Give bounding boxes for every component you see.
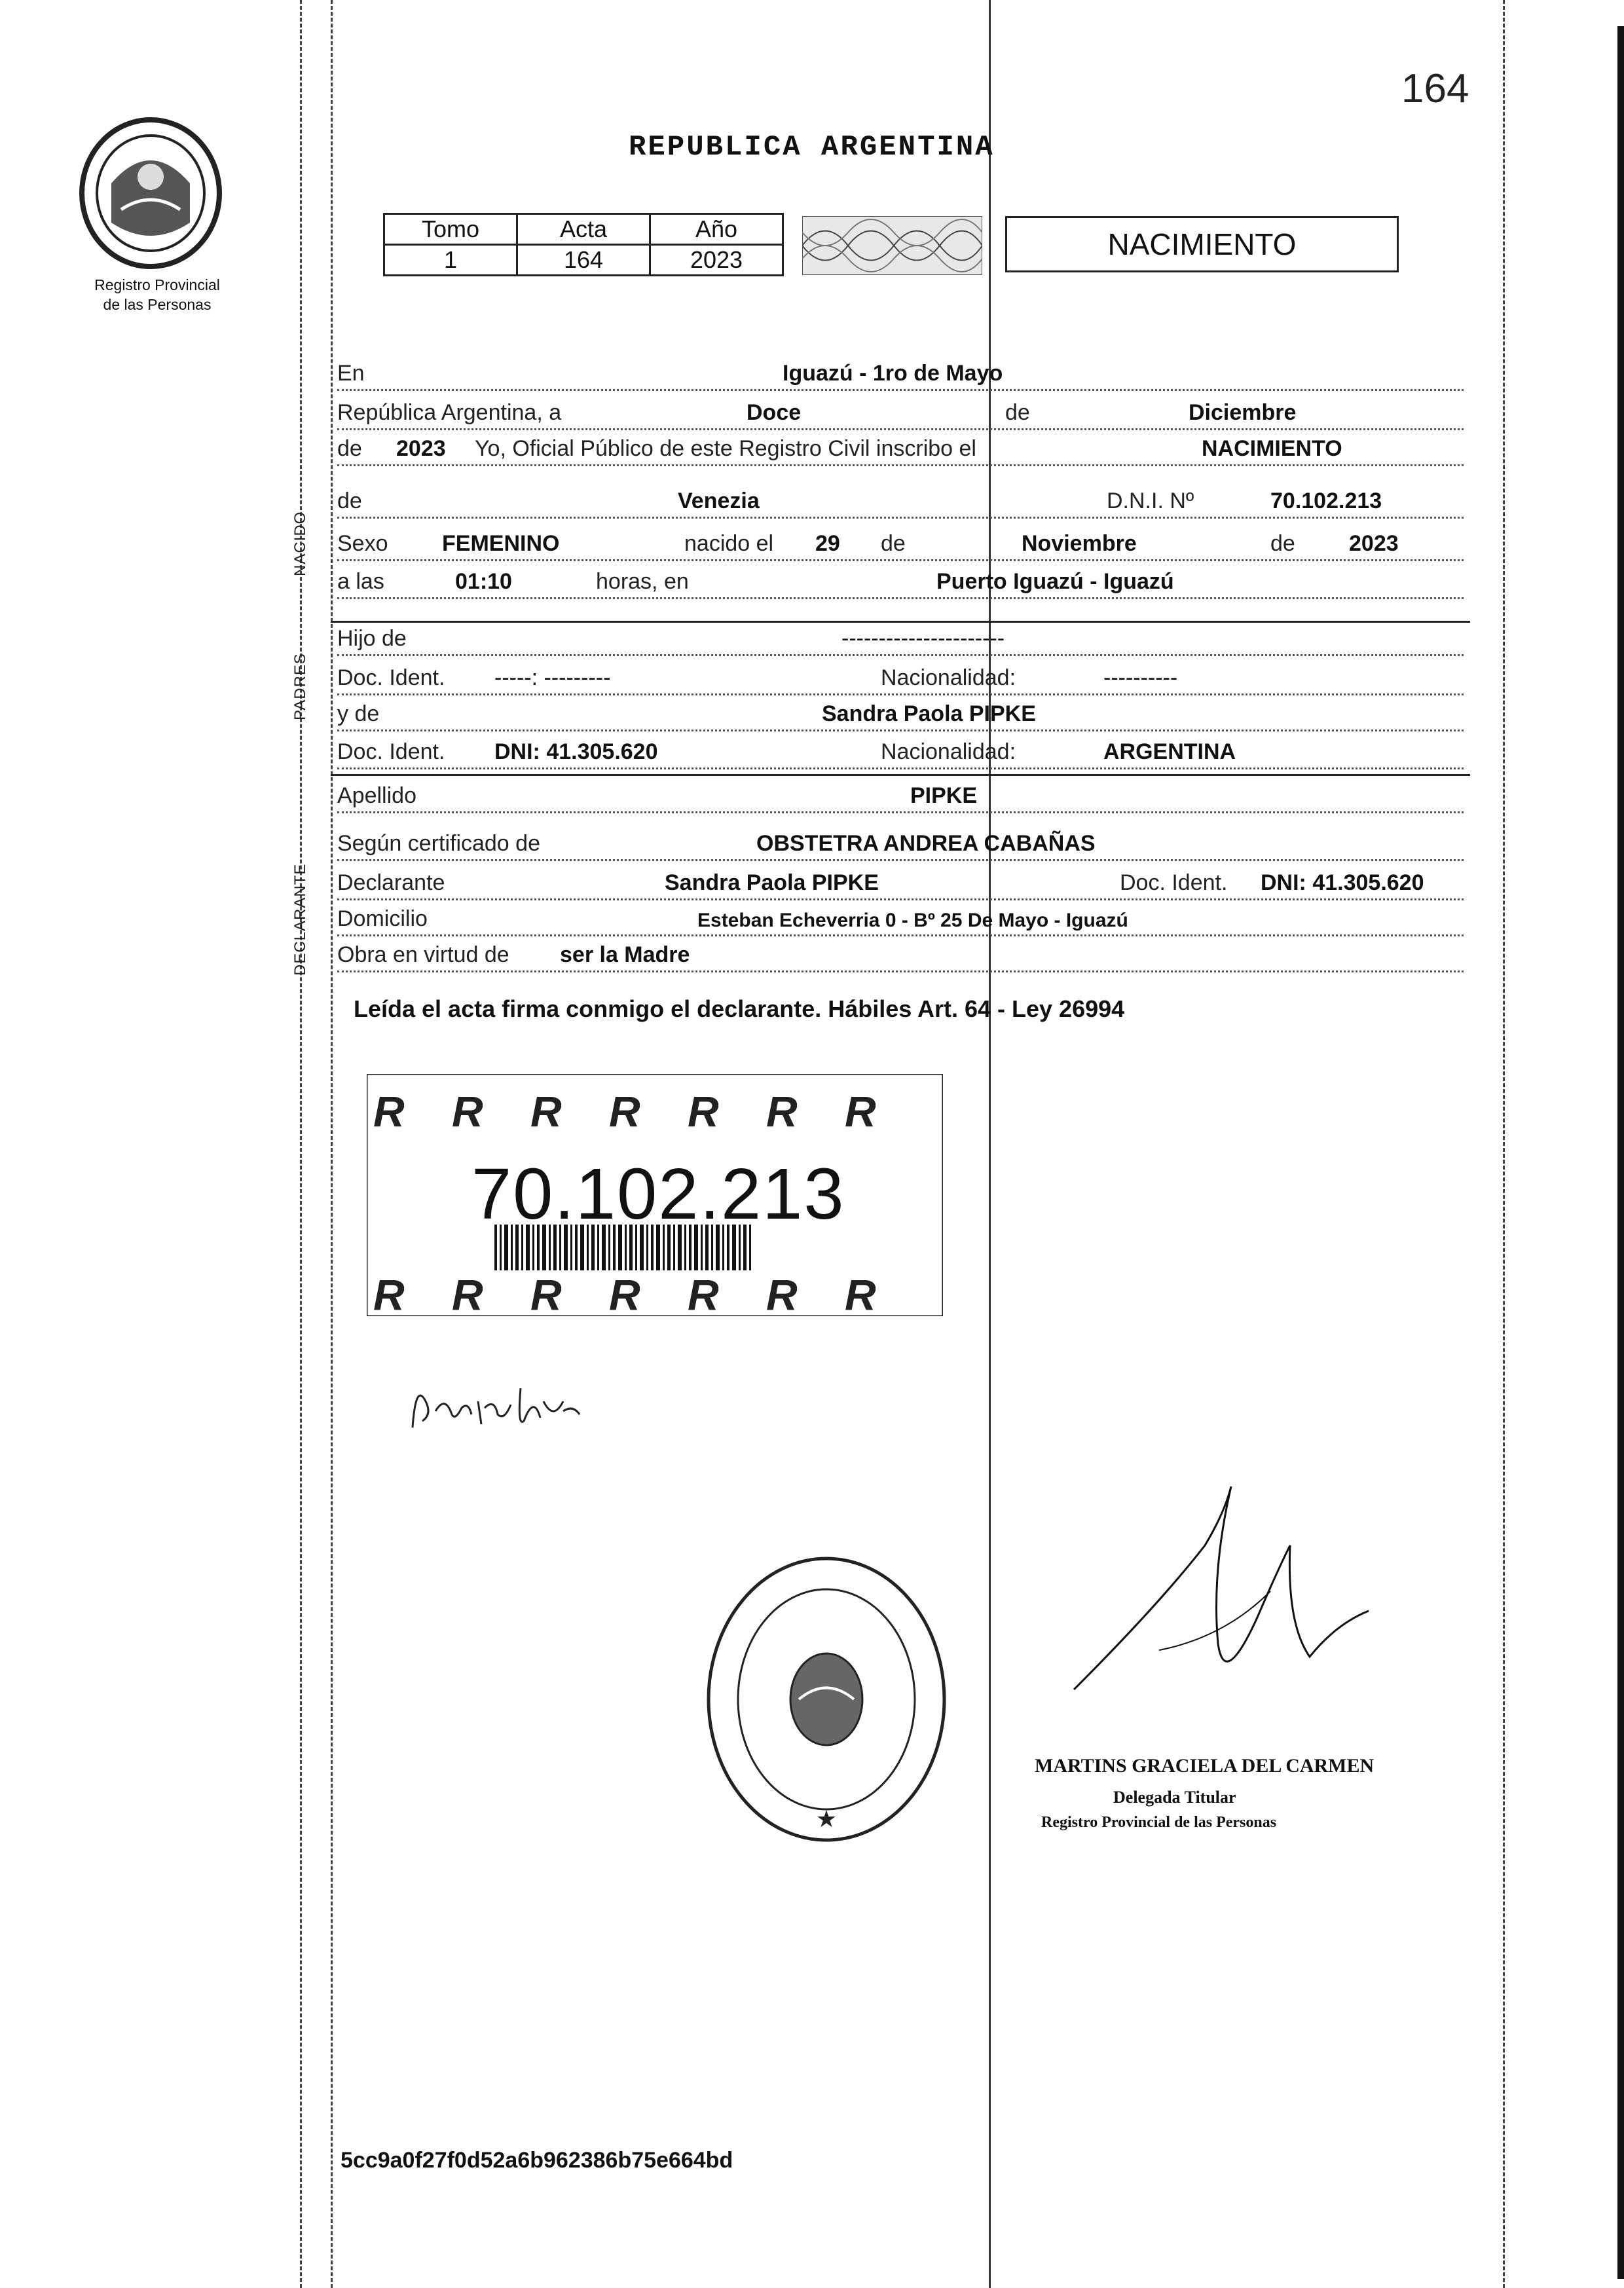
row-en bbox=[337, 354, 1464, 391]
hijo-label: Hijo de bbox=[337, 626, 407, 651]
nacionalidad-value-father: ---------- bbox=[1103, 665, 1178, 690]
row-declarante bbox=[337, 863, 1464, 900]
sexo-value: FEMENINO bbox=[442, 531, 560, 556]
birth-place: Puerto Iguazú - Iguazú bbox=[936, 569, 1174, 594]
page-number: 164 bbox=[1401, 66, 1469, 111]
svg-text:R: R bbox=[373, 1270, 405, 1316]
center-fold-line bbox=[989, 0, 991, 2288]
nacionalidad-label: Nacionalidad: bbox=[881, 665, 1016, 690]
side-label-declarante: DECLARANTE bbox=[291, 863, 309, 976]
parent-handwritten-signature bbox=[406, 1375, 589, 1441]
registro-caption bbox=[59, 275, 255, 314]
doc-ident-value-father: -----: --------- bbox=[494, 665, 611, 690]
declarante-dni: DNI: 41.305.620 bbox=[1261, 870, 1424, 895]
row-fecha bbox=[337, 393, 1464, 430]
hijo-value: ---------------------- bbox=[841, 626, 1005, 651]
obra-value: ser la Madre bbox=[560, 942, 690, 967]
registro-caption-line1: Registro Provincial bbox=[94, 276, 220, 293]
row-domicilio bbox=[337, 899, 1464, 936]
mother-dni: DNI: 41.305.620 bbox=[494, 739, 658, 764]
segun-value: OBSTETRA ANDREA CABAÑAS bbox=[756, 831, 1096, 856]
document-title: REPUBLICA ARGENTINA bbox=[629, 131, 995, 164]
svg-text:R: R bbox=[452, 1270, 483, 1316]
registro-caption-line2: de las Personas bbox=[103, 296, 212, 313]
svg-text:R: R bbox=[609, 1270, 640, 1316]
svg-text:R: R bbox=[530, 1270, 562, 1316]
scan-edge bbox=[1617, 26, 1624, 2279]
tomo-acta-ano-table bbox=[383, 213, 784, 276]
birth-month: Noviembre bbox=[1022, 531, 1137, 556]
yde-label: y de bbox=[337, 701, 380, 726]
side-label-nacido: NACIDO bbox=[291, 511, 309, 576]
segun-label: Según certificado de bbox=[337, 831, 540, 856]
tomo-value: 1 bbox=[384, 245, 517, 276]
apellido-label: Apellido bbox=[337, 783, 416, 808]
barcode-dni-number: 70.102.213 bbox=[471, 1154, 845, 1234]
official-name: MARTINS GRACIELA DEL CARMEN bbox=[1035, 1755, 1375, 1777]
document-hash: 5cc9a0f27f0d52a6b962386b75e664bd bbox=[341, 2148, 733, 2173]
side-label-padres: PADRES bbox=[291, 653, 309, 720]
nacido-label: nacido el bbox=[684, 531, 774, 556]
row-segun bbox=[337, 824, 1464, 861]
row-nombre bbox=[337, 481, 1464, 519]
oficial-text: Yo, Oficial Público de este Registro Civil inscribo el bbox=[475, 436, 976, 461]
row-apellido bbox=[337, 776, 1464, 813]
document-type-box: NACIMIENTO bbox=[1005, 216, 1399, 272]
row-doc-madre bbox=[337, 732, 1464, 769]
row-obra bbox=[337, 935, 1464, 972]
name-value: Venezia bbox=[678, 489, 760, 513]
dni-value: 70.102.213 bbox=[1270, 489, 1382, 513]
nacionalidad-label-2: Nacionalidad: bbox=[881, 739, 1016, 764]
svg-text:R: R bbox=[373, 1087, 405, 1135]
declarante-value: Sandra Paola PIPKE bbox=[665, 870, 879, 895]
tomo-header: Tomo bbox=[384, 214, 517, 245]
row-hora bbox=[337, 562, 1464, 599]
delegation-round-seal bbox=[704, 1552, 950, 1847]
birth-day: 29 bbox=[815, 531, 840, 556]
republica-label: República Argentina, a bbox=[337, 400, 562, 425]
margin-line-left bbox=[300, 0, 302, 2288]
dni-label: D.N.I. Nº bbox=[1107, 489, 1194, 513]
svg-text:R: R bbox=[845, 1270, 876, 1316]
svg-text:R: R bbox=[766, 1087, 798, 1135]
de4-label: de bbox=[881, 531, 906, 556]
domicilio-value: Esteban Echeverria 0 - Bº 25 De Mayo - Iguazú bbox=[697, 910, 1128, 931]
ano-header: Año bbox=[650, 214, 783, 245]
de3-label: de bbox=[337, 489, 362, 513]
doc-ident-label-3: Doc. Ident. bbox=[1120, 870, 1228, 895]
svg-text:R: R bbox=[766, 1270, 798, 1316]
apellido-value: PIPKE bbox=[910, 783, 978, 808]
alas-label: a las bbox=[337, 569, 384, 594]
de-label: de bbox=[1005, 400, 1030, 425]
row-sexo bbox=[337, 524, 1464, 561]
declarante-label: Declarante bbox=[337, 870, 445, 895]
year-value: 2023 bbox=[396, 436, 446, 461]
ano-value: 2023 bbox=[650, 245, 783, 276]
security-guilloche-pattern bbox=[802, 216, 982, 275]
row-inscribo bbox=[337, 429, 1464, 466]
svg-text:R: R bbox=[688, 1270, 719, 1316]
closing-statement: Leída el acta firma conmigo el declarante. Hábiles Art. 64 - Ley 26994 bbox=[354, 995, 1125, 1022]
row-hijo bbox=[337, 619, 1464, 656]
svg-text:R: R bbox=[688, 1087, 719, 1135]
acta-value: 164 bbox=[517, 245, 650, 276]
official-office: Registro Provincial de las Personas bbox=[1041, 1814, 1277, 1831]
birth-year: 2023 bbox=[1349, 531, 1399, 556]
official-role: Delegada Titular bbox=[1113, 1788, 1236, 1807]
inscribo-value: NACIMIENTO bbox=[1202, 436, 1342, 461]
en-value: Iguazú - 1ro de Mayo bbox=[783, 361, 1003, 386]
svg-text:★: ★ bbox=[815, 1805, 838, 1832]
doc-ident-label: Doc. Ident. bbox=[337, 665, 445, 690]
domicilio-label: Domicilio bbox=[337, 906, 428, 931]
svg-text:R: R bbox=[609, 1087, 640, 1135]
sexo-label: Sexo bbox=[337, 531, 388, 556]
horas-label: horas, en bbox=[596, 569, 689, 594]
row-madre bbox=[337, 694, 1464, 731]
obra-label: Obra en virtud de bbox=[337, 942, 509, 967]
svg-text:R: R bbox=[452, 1087, 483, 1135]
day-value: Doce bbox=[747, 400, 802, 425]
provincial-coat-of-arms-logo bbox=[75, 111, 226, 275]
svg-text:R: R bbox=[845, 1087, 876, 1135]
acta-header: Acta bbox=[517, 214, 650, 245]
mother-nationality: ARGENTINA bbox=[1103, 739, 1236, 764]
official-handwritten-signature bbox=[1061, 1473, 1401, 1716]
doc-ident-label-2: Doc. Ident. bbox=[337, 739, 445, 764]
de2-label: de bbox=[337, 436, 362, 461]
de5-label: de bbox=[1270, 531, 1295, 556]
margin-line-right bbox=[1503, 0, 1505, 2288]
svg-text:R: R bbox=[530, 1087, 562, 1135]
mother-name: Sandra Paola PIPKE bbox=[822, 701, 1036, 726]
birth-time: 01:10 bbox=[455, 569, 512, 594]
en-label: En bbox=[337, 361, 365, 386]
margin-line-inner bbox=[331, 0, 333, 2288]
month-value: Diciembre bbox=[1189, 400, 1297, 425]
row-doc-padre bbox=[337, 658, 1464, 695]
